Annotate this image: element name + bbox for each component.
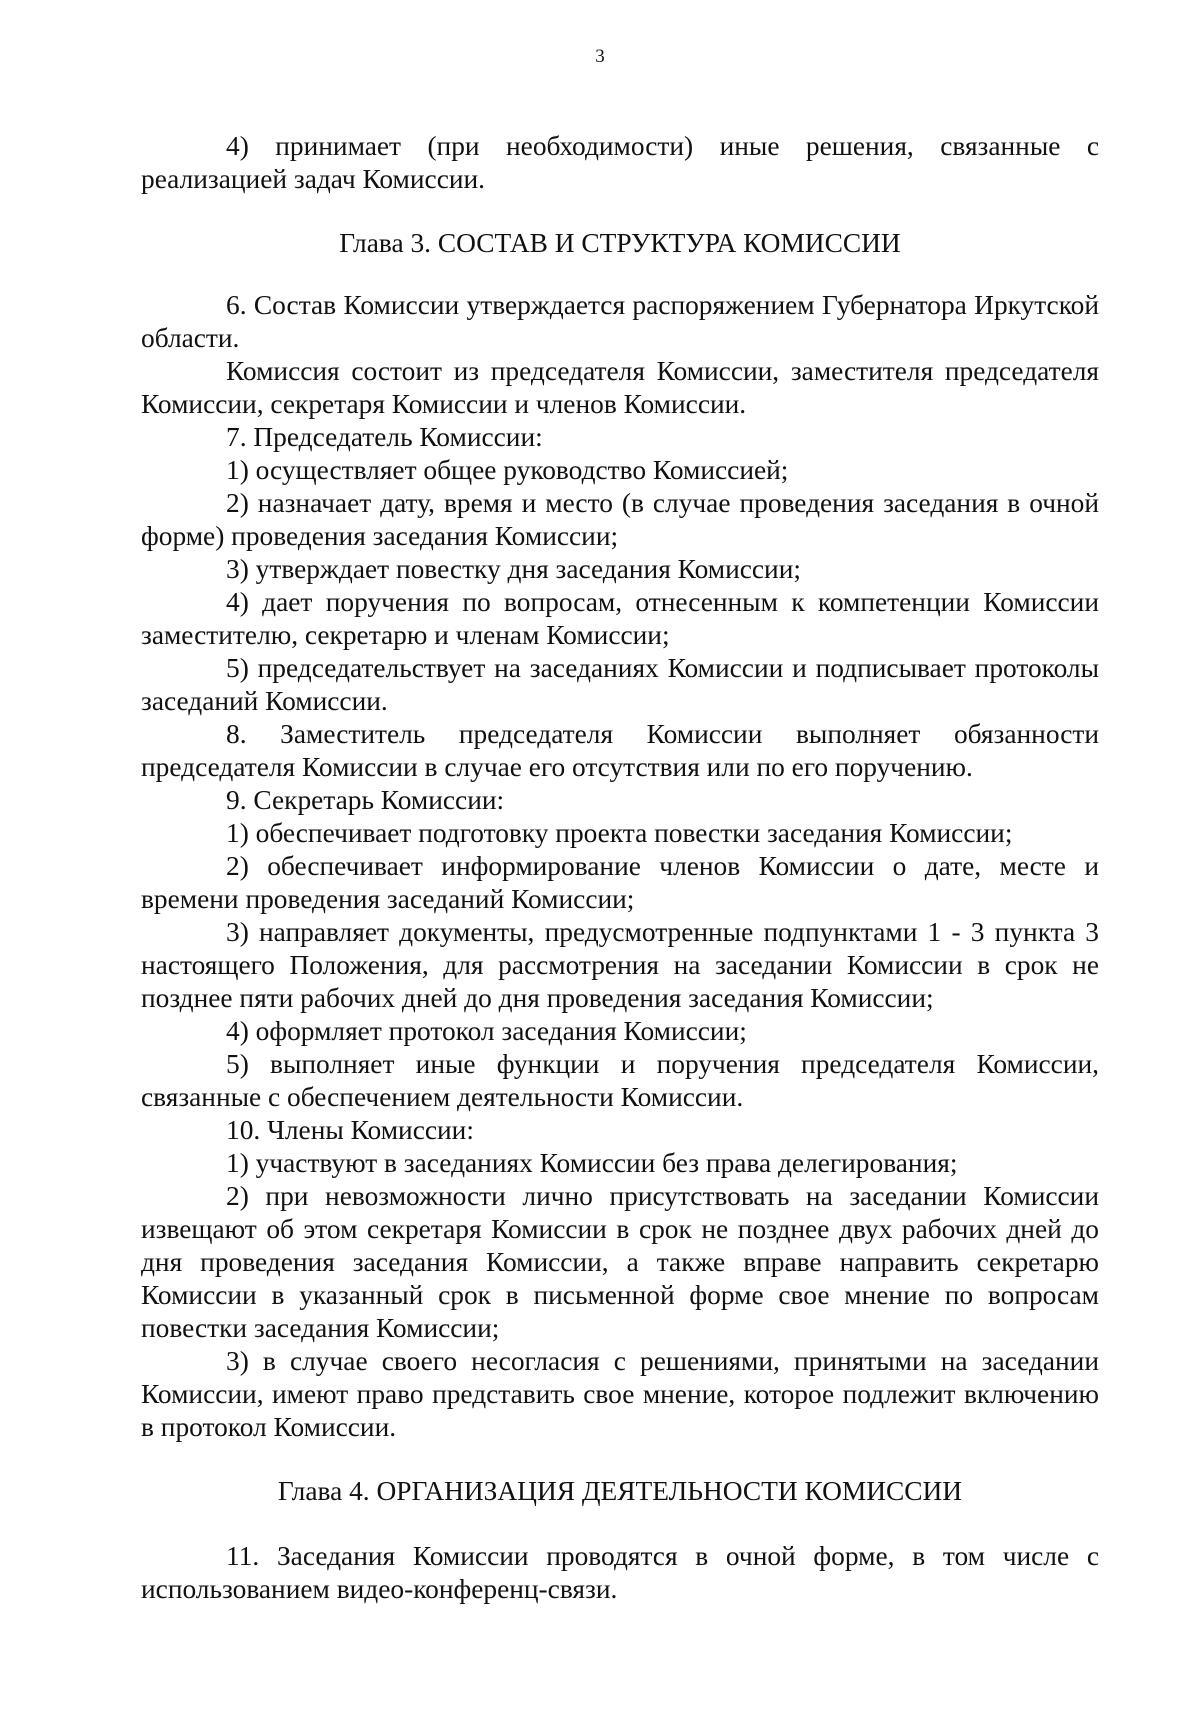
paragraph: 6. Состав Комиссии утверждается распоряжением Губернатора Иркутской области. — [141, 290, 1099, 353]
document-body — [141, 130, 1099, 1606]
paragraph: Комиссия состоит из председателя Комиссии, заместителя председателя Комиссии, секретаря Комиссии и членов Комиссии. — [141, 356, 1099, 419]
paragraph: 7. Председатель Комиссии: — [226, 422, 543, 452]
paragraph: 11. Заседания Комиссии проводятся в очной форме, в том числе с использованием видео-конференц-связи. — [141, 1541, 1099, 1604]
paragraph: 4) дает поручения по вопросам, отнесенным к компетенции Комиссии заместителю, секретарю и членам Комиссии; — [141, 587, 1099, 650]
paragraph: 3) в случае своего несогласия с решениями, принятыми на заседании Комиссии, имеют право представить свое мнение, которое подлежит включению в протокол Комиссии. — [141, 1346, 1099, 1442]
paragraph: 2) при невозможности лично присутствовать на заседании Комиссии извещают об этом секретаря Комиссии в срок не позднее двух рабочих дней до дня проведения заседания Комиссии, а также вправе направить секретарю Комиссии в указанный срок в письменной форме свое мнение по вопросам повестки заседания Комиссии; — [141, 1181, 1099, 1343]
paragraph: 1) осуществляет общее руководство Комиссией; — [226, 455, 789, 485]
paragraph: 5) выполняет иные функции и поручения председателя Комиссии, связанные с обеспечением деятельности Комиссии. — [141, 1049, 1099, 1112]
paragraph: 4) принимает (при необходимости) иные решения, связанные с реализацией задач Комиссии. — [141, 131, 1099, 194]
paragraph: 10. Члены Комиссии: — [226, 1115, 474, 1145]
paragraph: 1) обеспечивает подготовку проекта повестки заседания Комиссии; — [226, 818, 1013, 848]
paragraph: 2) назначает дату, время и место (в случае проведения заседания в очной форме) проведения заседания Комиссии; — [141, 488, 1099, 551]
paragraph: 4) оформляет протокол заседания Комиссии; — [226, 1016, 747, 1046]
paragraph: 3) утверждает повестку дня заседания Комиссии; — [226, 554, 801, 584]
chapter-3-heading: Глава 3. СОСТАВ И СТРУКТУРА КОМИССИИ — [339, 228, 901, 258]
paragraph: 2) обеспечивает информирование членов Комиссии о дате, месте и времени проведения заседаний Комиссии; — [141, 851, 1099, 914]
paragraph: 1) участвуют в заседаниях Комиссии без права делегирования; — [226, 1148, 958, 1178]
paragraph: 9. Секретарь Комиссии: — [226, 785, 505, 815]
page-number: 3 — [595, 46, 605, 67]
chapter-4-heading: Глава 4. ОРГАНИЗАЦИЯ ДЕЯТЕЛЬНОСТИ КОМИССИИ — [277, 1476, 963, 1506]
paragraph: 8. Заместитель председателя Комиссии выполняет обязанности председателя Комиссии в случае его отсутствия или по его поручению. — [141, 719, 1099, 782]
paragraph: 5) председательствует на заседаниях Комиссии и подписывает протоколы заседаний Комиссии. — [141, 653, 1099, 716]
paragraph: 3) направляет документы, предусмотренные подпунктами 1 - 3 пункта 3 настоящего Положения, для рассмотрения на заседании Комиссии в срок не позднее пяти рабочих дней до дня проведения заседания Комиссии; — [141, 917, 1099, 1013]
